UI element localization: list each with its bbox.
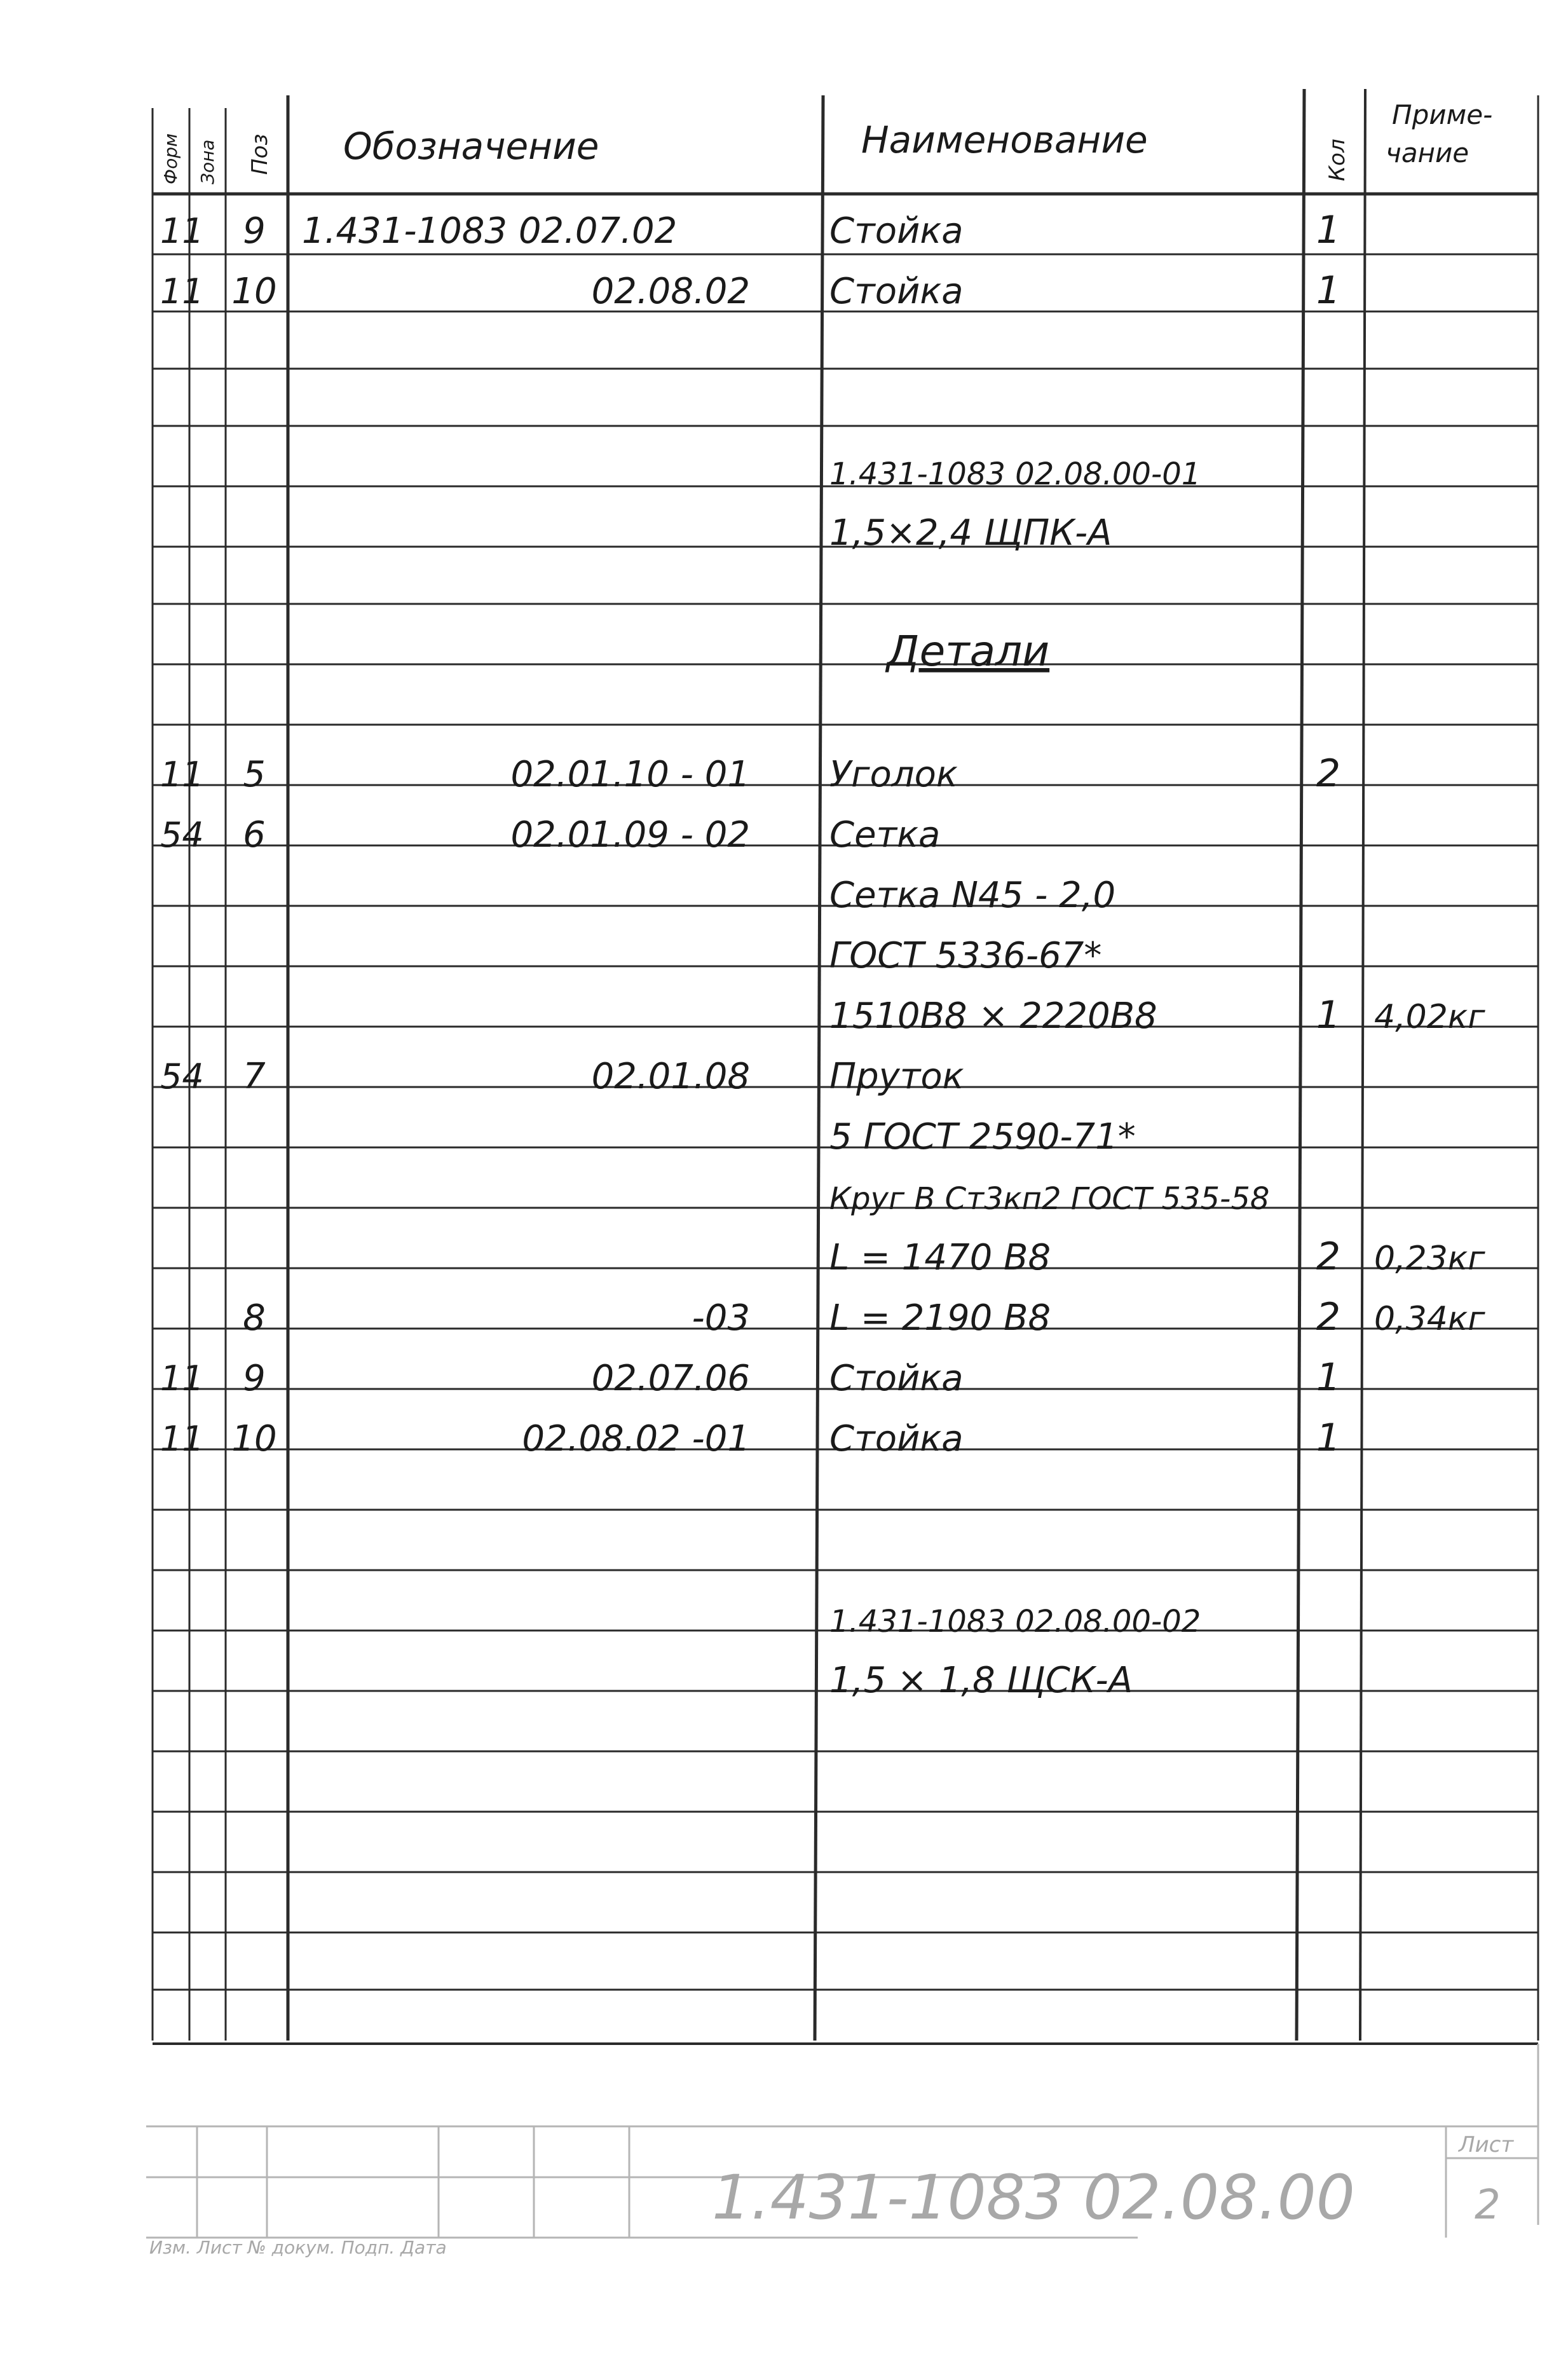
row-24-name: 1,5 × 1,8 ЩСК-А [829, 1660, 1133, 1701]
row-12-name: ГОСТ 5336-67* [829, 935, 1102, 976]
row-10-name: Сетка [829, 814, 941, 856]
row-11-name: Сетка N45 - 2,0 [829, 875, 1116, 916]
row-0-designation: 1.431-1083 02.07.02 [302, 210, 678, 252]
row-0-pos: 9 [243, 210, 266, 252]
row-17-name: L = 1470 В8 [829, 1237, 1051, 1278]
row-13-name: 1510В8 × 2220В8 [829, 995, 1157, 1037]
row-1-pos: 10 [231, 271, 277, 312]
row-9-name: Уголок [829, 754, 958, 795]
header-pos: Поз [247, 133, 273, 175]
row-0-format: 11 [160, 211, 204, 251]
row-10-format: 54 [160, 815, 204, 855]
row-13-note: 4,02кг [1374, 998, 1485, 1036]
sheet-label: Лист [1459, 2132, 1514, 2158]
row-18-note: 0,34кг [1374, 1300, 1485, 1338]
header-format: Форм [160, 133, 181, 184]
row-1-designation: 02.08.02 [591, 271, 750, 312]
row-14-name: Пруток [829, 1056, 964, 1097]
row-20-designation: 02.08.02 -01 [522, 1418, 750, 1460]
row-19-pos: 9 [243, 1358, 266, 1399]
row-23-name: 1.431-1083 02.08.00-02 [829, 1604, 1201, 1639]
row-10-designation: 02.01.09 - 02 [510, 814, 750, 856]
table-header [160, 99, 1492, 184]
row-19-qty: 1 [1316, 1355, 1341, 1400]
row-1-format: 11 [160, 271, 204, 311]
header-qty: Кол [1325, 139, 1350, 181]
header-note-line2: чание [1386, 137, 1469, 168]
row-9-designation: 02.01.10 - 01 [510, 754, 750, 795]
row-20-qty: 1 [1316, 1416, 1341, 1460]
row-1-name: Стойка [829, 271, 964, 312]
row-20-format: 11 [160, 1419, 204, 1459]
row-9-qty: 2 [1316, 751, 1341, 796]
header-designation: Обозначение [343, 125, 599, 168]
row-19-name: Стойка [829, 1358, 964, 1399]
row-16-name: Круг В Ст3кп2 ГОСТ 535-58 [829, 1181, 1270, 1217]
row-13-qty: 1 [1316, 993, 1341, 1037]
header-name: Наименование [861, 118, 1148, 161]
row-7-name: Детали [887, 627, 1050, 676]
row-18-name: L = 2190 В8 [829, 1297, 1051, 1339]
row-20-name: Стойка [829, 1418, 964, 1460]
row-15-name: 5 ГОСТ 2590-71* [829, 1116, 1136, 1158]
row-9-pos: 5 [243, 754, 266, 795]
row-5-name: 1,5×2,4 ЩПК-А [829, 512, 1112, 554]
row-0-qty: 1 [1316, 208, 1341, 252]
row-18-qty: 2 [1316, 1295, 1341, 1339]
row-0-name: Стойка [829, 210, 964, 252]
row-10-pos: 6 [243, 814, 266, 856]
row-14-pos: 7 [243, 1056, 266, 1097]
row-19-format: 11 [160, 1358, 204, 1399]
doc-code: 1.431-1083 02.08.00 [712, 2162, 1355, 2233]
header-zone: Зона [197, 139, 218, 184]
row-1-qty: 1 [1316, 268, 1341, 313]
header-note-line1: Приме- [1392, 99, 1493, 130]
row-9-format: 11 [160, 755, 204, 795]
row-17-qty: 2 [1316, 1234, 1341, 1279]
row-14-format: 54 [160, 1057, 204, 1097]
row-19-designation: 02.07.06 [591, 1358, 750, 1399]
row-17-note: 0,23кг [1374, 1240, 1485, 1278]
sheet-number: 2 [1475, 2182, 1501, 2229]
row-14-designation: 02.01.08 [591, 1056, 750, 1097]
row-4-name: 1.431-1083 02.08.00-01 [829, 456, 1201, 492]
row-18-pos: 8 [243, 1297, 266, 1339]
row-18-designation: -03 [692, 1297, 750, 1339]
footer-left-labels: Изм. Лист № докум. Подп. Дата [149, 2237, 447, 2258]
row-20-pos: 10 [231, 1418, 277, 1460]
